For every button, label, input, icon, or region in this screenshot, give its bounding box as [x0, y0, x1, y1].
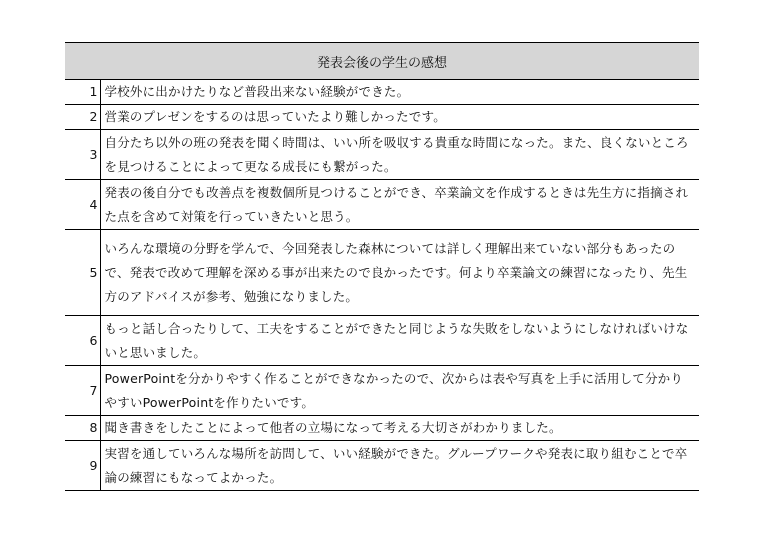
table-row — [65, 80, 699, 105]
table-row — [65, 416, 699, 441]
row-text: 学校外に出かけたりなど普段出来ない経験ができた。 — [100, 80, 699, 105]
row-text: PowerPointを分かりやすく作ることができなかったので、次からは表や写真を上手に活用して分かりやすいPowerPointを作りたいです。 — [100, 366, 699, 416]
table-header: 発表会後の学生の感想 — [65, 43, 699, 80]
row-text: もっと話し合ったりして、工夫をすることができたと同じような失敗をしないようにしなければいけないと思いました。 — [100, 316, 699, 366]
row-number: 2 — [65, 105, 100, 130]
row-text: 聞き書きをしたことによって他者の立場になって考える大切さがわかりました。 — [100, 416, 699, 441]
row-number: 4 — [65, 180, 100, 230]
table-row — [65, 441, 699, 491]
table-row — [65, 366, 699, 416]
table-row — [65, 105, 699, 130]
row-text: いろんな環境の分野を学んで、今回発表した森林については詳しく理解出来ていない部分もあったので、発表で改めて理解を深める事が出来たので良かったです。何より卒業論文の練習になったり、先生方のアドバイスが参考、勉強になりました。 — [100, 230, 699, 316]
row-number: 6 — [65, 316, 100, 366]
row-text: 発表の後自分でも改善点を複数個所見つけることができ、卒業論文を作成するときは先生方に指摘された点を含めて対策を行っていきたいと思う。 — [100, 180, 699, 230]
table-row — [65, 130, 699, 180]
row-text: 営業のプレゼンをするのは思っていたより難しかったです。 — [100, 105, 699, 130]
row-text: 実習を通していろんな場所を訪問して、いい経験ができた。グループワークや発表に取り組むことで卒論の練習にもなってよかった。 — [100, 441, 699, 491]
table-row — [65, 316, 699, 366]
row-number: 9 — [65, 441, 100, 491]
row-number: 7 — [65, 366, 100, 416]
table-row — [65, 230, 699, 316]
row-number: 3 — [65, 130, 100, 180]
table-row — [65, 180, 699, 230]
impressions-table — [65, 42, 699, 491]
table-header-row — [65, 43, 699, 80]
row-number: 5 — [65, 230, 100, 316]
row-text: 自分たち以外の班の発表を聞く時間は、いい所を吸収する貴重な時間になった。また、良くないところを見つけることによって更なる成長にも繋がった。 — [100, 130, 699, 180]
row-number: 1 — [65, 80, 100, 105]
row-number: 8 — [65, 416, 100, 441]
